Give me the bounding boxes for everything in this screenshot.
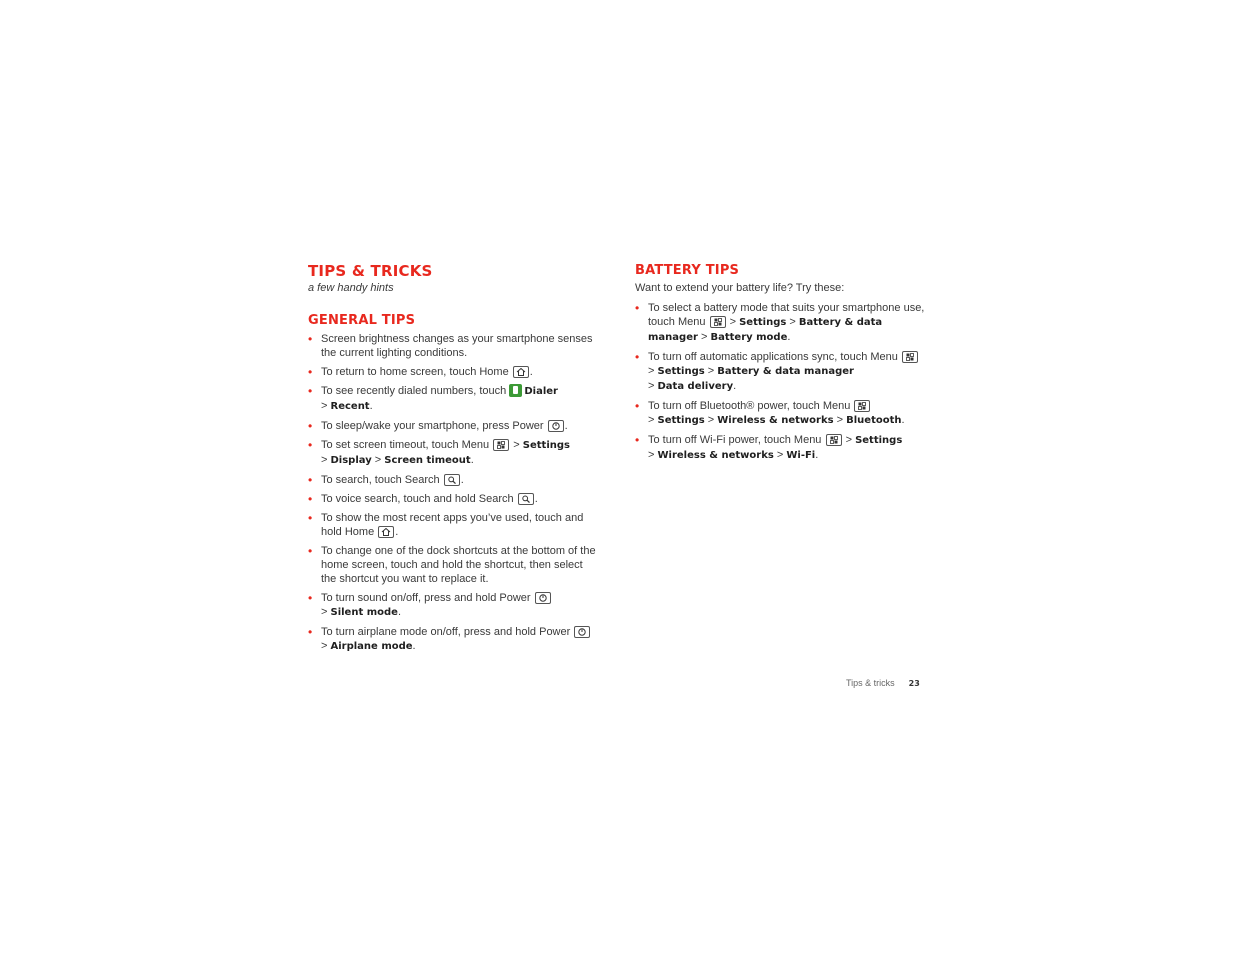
list-item: • To return to home screen, touch Home . — [308, 365, 600, 379]
page-footer — [846, 678, 920, 688]
dialer-icon — [509, 384, 522, 397]
page-subtitle: a few handy hints — [308, 282, 394, 294]
right-column — [635, 262, 927, 468]
list-item: • To turn sound on/off, press and hold Power > Silent mode. — [308, 591, 600, 620]
list-item: • To turn off Wi-Fi power, touch Menu > Settings > Wireless & networks > Wi-Fi. — [635, 433, 927, 463]
page-number: 23 — [908, 679, 920, 688]
general-tips-list — [308, 332, 600, 654]
menu-key-icon — [710, 316, 726, 328]
list-item: • To show the most recent apps you’ve used, touch and hold Home . — [308, 511, 600, 539]
battery-tips-list — [635, 301, 927, 463]
battery-tips-heading: BATTERY TIPS — [635, 263, 740, 278]
list-item: • Screen brightness changes as your smartphone senses the current lighting conditions. — [308, 332, 600, 360]
menu-key-icon — [854, 400, 870, 412]
list-item: • To turn off Bluetooth® power, touch Menu > Settings > Wireless & networks > Bluetooth. — [635, 399, 927, 428]
menu-key-icon — [493, 439, 509, 451]
list-item: • To see recently dialed numbers, touch Dialer > Recent. — [308, 384, 600, 414]
list-item: • To sleep/wake your smartphone, press Power . — [308, 419, 600, 433]
search-key-icon — [444, 474, 460, 486]
general-tips-heading: GENERAL TIPS — [308, 313, 416, 328]
list-item: • To turn off automatic applications sync, touch Menu > Settings > Battery & data manager > Data delivery. — [635, 350, 927, 394]
list-item: • To change one of the dock shortcuts at the bottom of the home screen, touch and hold the shortcut, then select the shortcut you want to replace it. — [308, 544, 600, 586]
search-key-icon — [518, 493, 534, 505]
menu-key-icon — [826, 434, 842, 446]
power-key-icon — [535, 592, 551, 604]
list-item: • To voice search, touch and hold Search . — [308, 492, 600, 506]
menu-key-icon — [902, 351, 918, 363]
list-item: • To search, touch Search . — [308, 473, 600, 487]
list-item: • To select a battery mode that suits your smartphone use, touch Menu > Settings > Battery & data manager > Battery mode. — [635, 301, 927, 345]
home-key-icon — [378, 526, 394, 538]
power-key-icon — [574, 626, 590, 638]
left-column — [308, 262, 600, 659]
list-item: • To turn airplane mode on/off, press and hold Power > Airplane mode. — [308, 625, 600, 654]
power-key-icon — [548, 420, 564, 432]
page-title: TIPS & TRICKS — [308, 262, 433, 280]
list-item: • To set screen timeout, touch Menu > Settings > Display > Screen timeout. — [308, 438, 600, 468]
battery-intro: Want to extend your battery life? Try these: — [635, 282, 845, 294]
home-key-icon — [513, 366, 529, 378]
footer-section-label: Tips & tricks — [846, 678, 895, 688]
